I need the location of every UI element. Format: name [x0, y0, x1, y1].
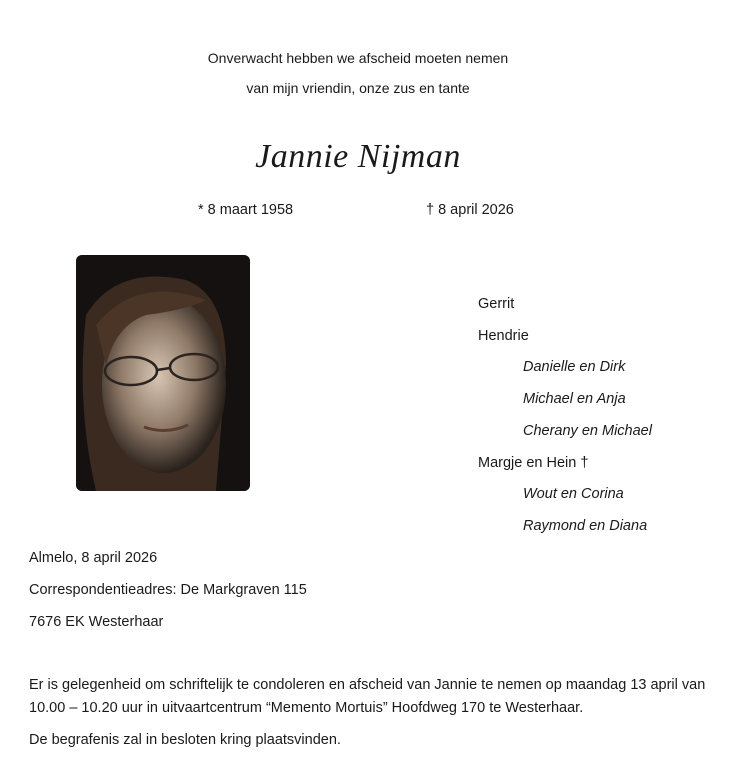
portrait-illustration [76, 255, 250, 491]
family-member: Margje en Hein † [478, 455, 589, 471]
postal-code-city: 7676 EK Westerhaar [29, 614, 164, 630]
notice-line-2: 10.00 – 10.20 uur in uitvaartcentrum “Memento Mortuis” Hoofdweg 170 te Westerhaar. [29, 700, 584, 716]
death-date: † 8 april 2026 [426, 202, 514, 218]
family-member: Wout en Corina [523, 486, 624, 502]
family-member: Gerrit [478, 296, 515, 312]
intro-line-2: van mijn vriendin, onze zus en tante [246, 80, 470, 96]
family-member: Cherany en Michael [523, 423, 652, 439]
family-member: Danielle en Dirk [523, 359, 626, 375]
family-member: Hendrie [478, 328, 529, 344]
notice-line-1: Er is gelegenheid om schriftelijk te condoleren en afscheid van Jannie te nemen op maandag 13 april van [29, 677, 706, 693]
correspondence-address: Correspondentieadres: De Markgraven 115 [29, 582, 307, 598]
notice-line-3: De begrafenis zal in besloten kring plaatsvinden. [29, 732, 341, 748]
birth-date: * 8 maart 1958 [198, 202, 294, 218]
place-date: Almelo, 8 april 2026 [29, 550, 158, 566]
intro-line-1: Onverwacht hebben we afscheid moeten nemen [207, 50, 509, 66]
family-member: Michael en Anja [523, 391, 626, 407]
portrait-photo [76, 255, 250, 491]
family-member: Raymond en Diana [523, 518, 648, 534]
deceased-name: Jannie Nijman [255, 138, 461, 175]
